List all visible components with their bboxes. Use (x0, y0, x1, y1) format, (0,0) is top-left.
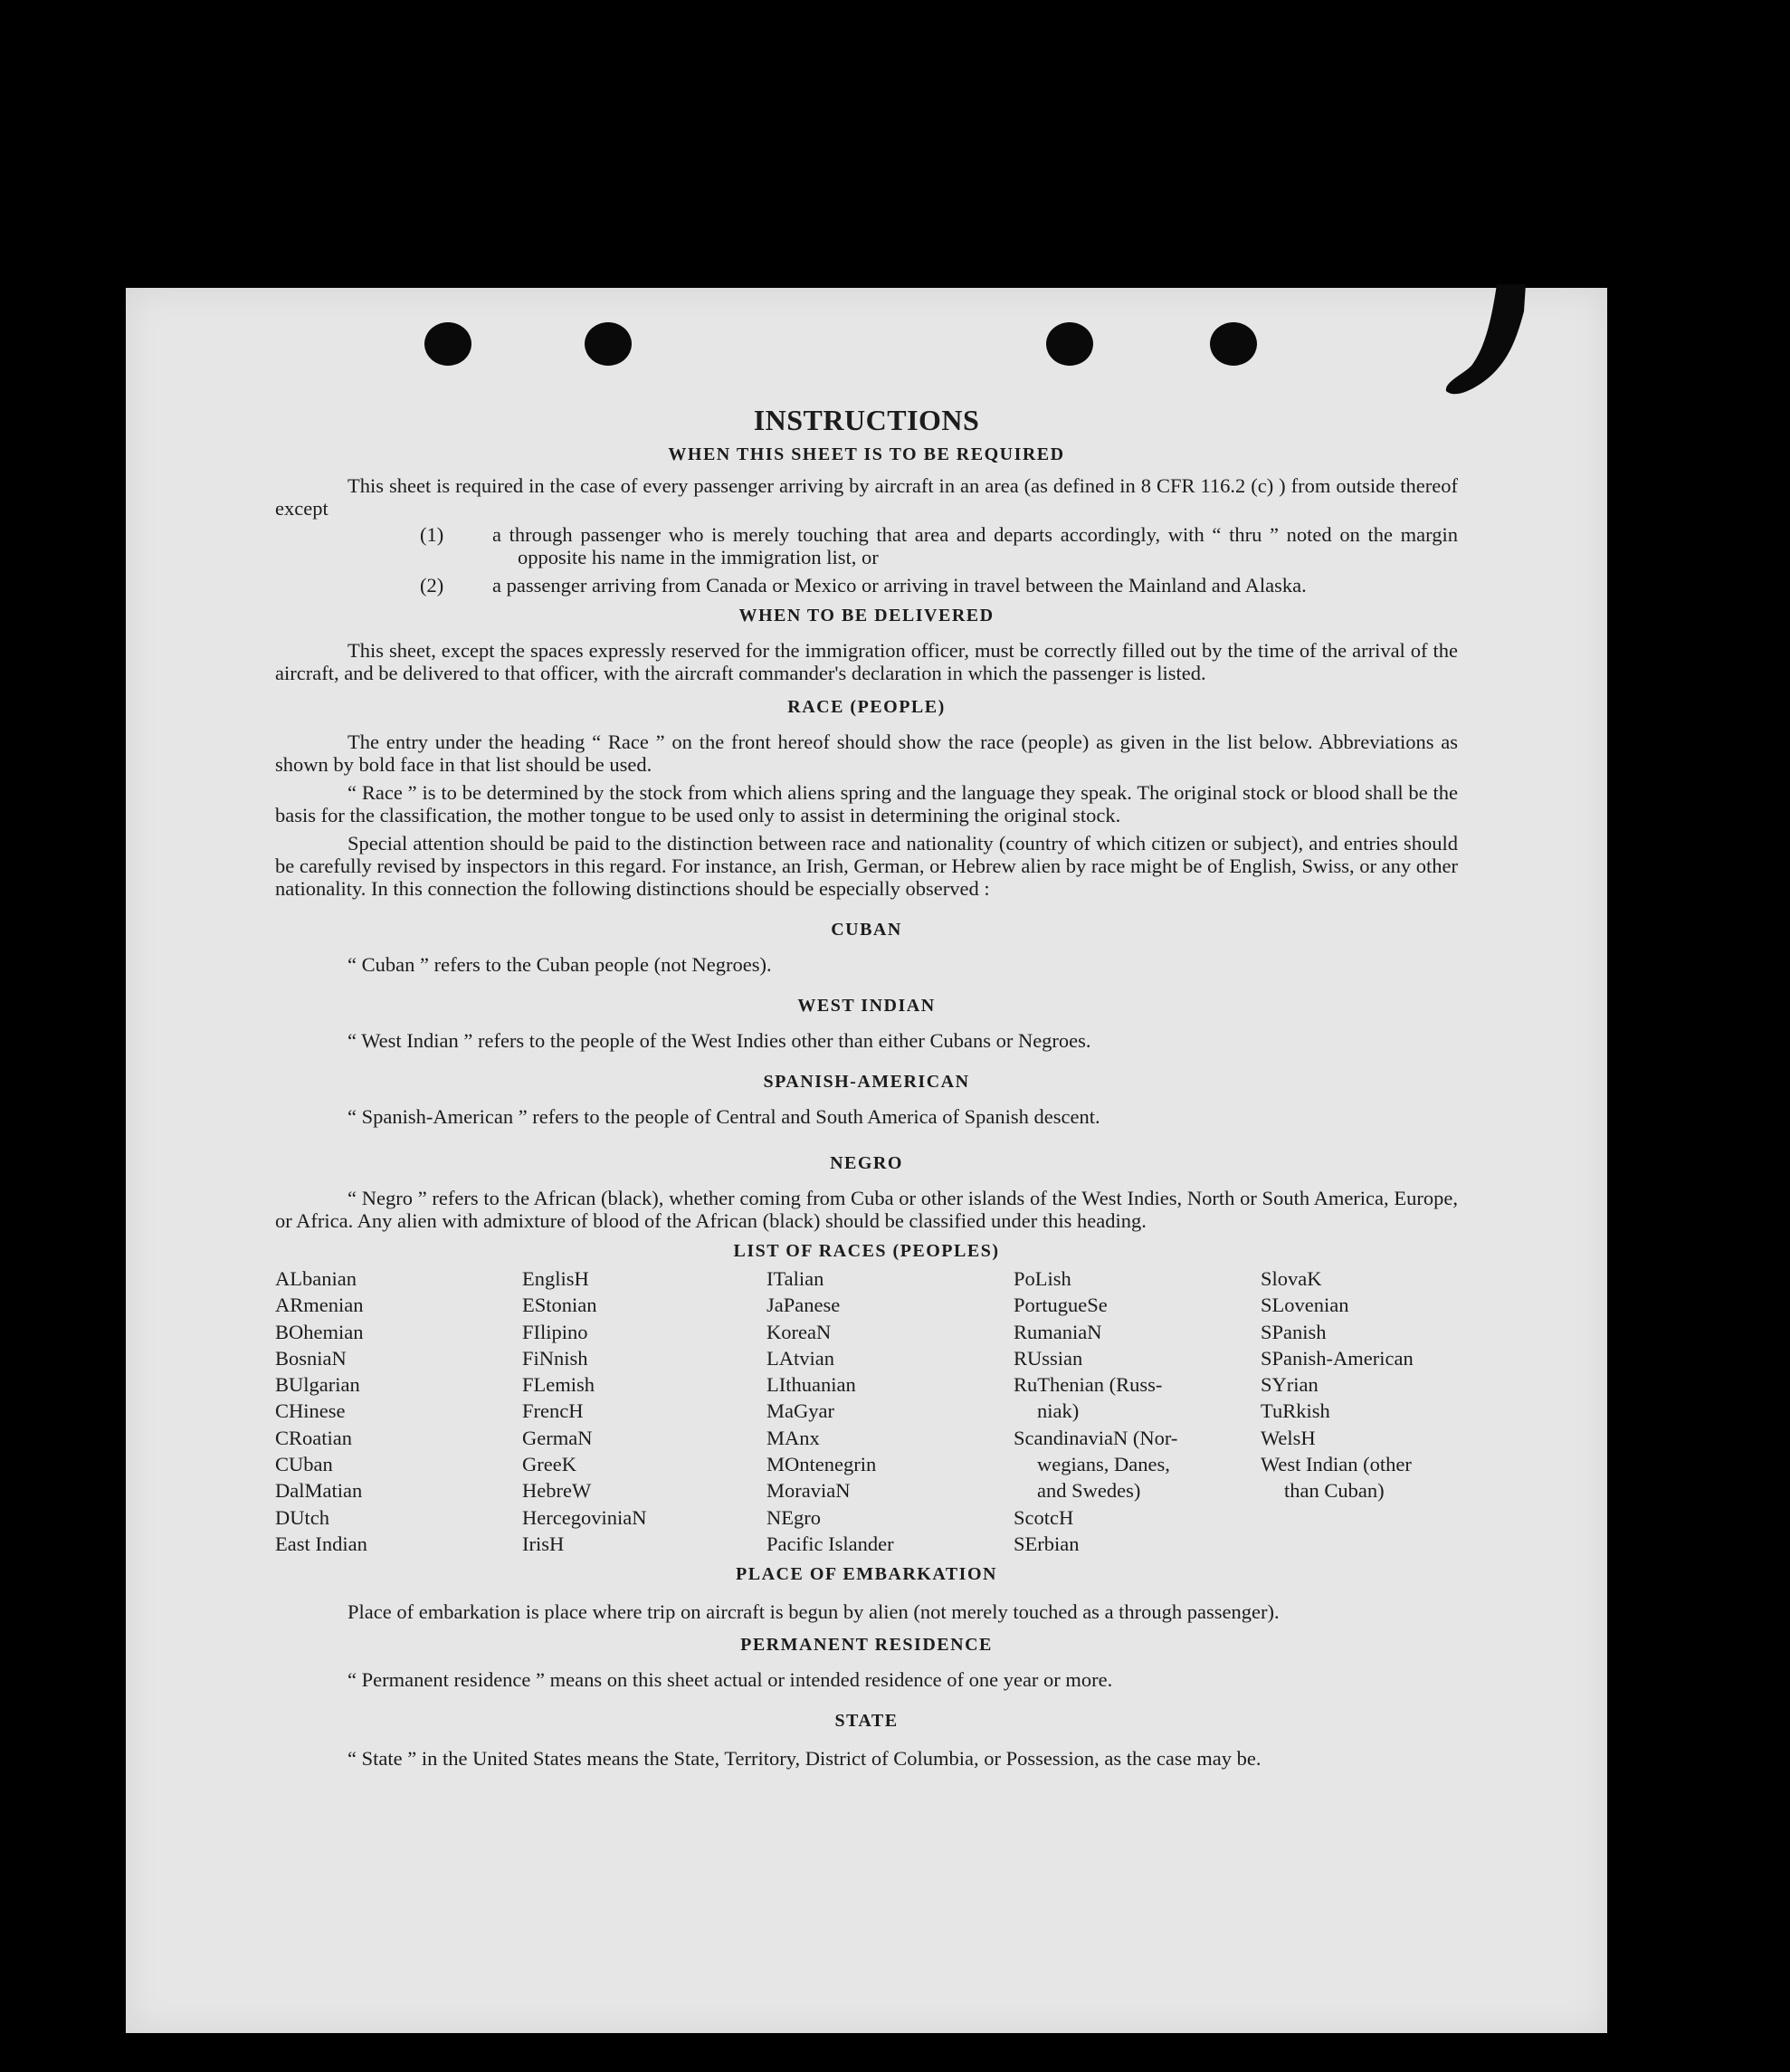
race-entry: CUban (275, 1453, 333, 1476)
paragraph: “ Negro ” refers to the African (black), whether coming from Cuba or other islands of the West Indies, North or South America, Europe, or Africa. Any alien with admixture of blood of the African (black) should be classified under this heading. (275, 1187, 1458, 1232)
races-table (275, 1265, 1458, 1557)
document-title: INSTRUCTIONS (753, 404, 980, 436)
race-entry: MOntenegrin (766, 1453, 877, 1476)
race-entry: ALbanian (275, 1267, 357, 1290)
race-entry: RUssian (1014, 1346, 1083, 1370)
document-content (275, 404, 1458, 1772)
paragraph: This sheet is required in the case of every passenger arriving by aircraft in an area (as defined in 8 CFR 116.2 (c) ) from outside thereof except (275, 474, 1458, 520)
paragraph: The entry under the heading “ Race ” on the front hereof should show the race (people) as given in the list below. Abbreviations as shown by bold face in that list should be used. (275, 730, 1458, 776)
race-entry: IrisH (522, 1532, 565, 1555)
race-entry: BOhemian (275, 1320, 364, 1343)
document-sheet (126, 288, 1607, 2033)
race-entry: JaPanese (766, 1294, 841, 1317)
race-entry: East Indian (275, 1532, 367, 1555)
race-entry: GermaN (522, 1426, 593, 1449)
race-entry-continuation: wegians, Danes, (1037, 1453, 1170, 1476)
race-entry: GreeK (522, 1453, 576, 1476)
race-entry: MaGyar (766, 1399, 834, 1423)
section-heading: CUBAN (831, 920, 902, 940)
race-entry: CRoatian (275, 1426, 352, 1449)
section-heading: SPANISH-AMERICAN (763, 1072, 970, 1092)
section-heading: WEST INDIAN (797, 996, 936, 1016)
list-item (275, 523, 1458, 568)
section-heading: NEGRO (830, 1153, 903, 1173)
race-entry: CHinese (275, 1399, 346, 1423)
section-heading: WHEN TO BE DELIVERED (738, 606, 995, 625)
section-heading: RACE (PEOPLE) (787, 697, 946, 717)
race-entry: BUlgarian (275, 1373, 360, 1397)
race-entry: SlovaK (1261, 1267, 1322, 1290)
races-column (275, 1265, 522, 1557)
races-column (766, 1265, 1014, 1557)
race-entry: RuThenian (Russ- (1014, 1373, 1163, 1397)
paragraph: This sheet, except the spaces expressly reserved for the immigration officer, must be correctly filled out by the time of the arrival of the aircraft, and be delivered to that officer, with the aircraft commander's declaration in which the passenger is listed. (275, 639, 1458, 684)
list-item (275, 574, 1458, 597)
race-entry: EnglisH (522, 1267, 589, 1290)
section-heading: STATE (834, 1711, 899, 1732)
section-heading: PLACE OF EMBARKATION (736, 1564, 997, 1585)
race-entry-continuation: and Swedes) (1037, 1479, 1141, 1503)
race-entry: SPanish (1261, 1320, 1327, 1343)
item-text: a through passenger who is merely touching that area and departs accordingly, with “ thru ” noted on the margin opposite his name in the immigration list, or (492, 523, 1458, 568)
races-column (1261, 1265, 1460, 1557)
section-heading: WHEN THIS SHEET IS TO BE REQUIRED (668, 444, 1065, 464)
race-entry: ScandinaviaN (Nor- (1014, 1426, 1178, 1449)
paragraph: Special attention should be paid to the distinction between race and nationality (country of which citizen or subject), and entries should be carefully revised by inspectors in this regard. For instance, an Irish, German, or Hebrew alien by race might be of English, Swiss, or any other nationality. In this connection the following distinctions should be especially observed : (275, 832, 1458, 900)
races-column (1014, 1265, 1261, 1557)
race-entry: West Indian (other (1261, 1453, 1412, 1476)
race-entry: SYrian (1261, 1373, 1319, 1397)
punch-hole (585, 322, 632, 366)
races-heading: LIST OF RACES (PEOPLES) (733, 1241, 1000, 1261)
race-entry: EStonian (522, 1294, 597, 1317)
race-entry: SErbian (1014, 1532, 1080, 1555)
race-entry: WelsH (1261, 1426, 1316, 1449)
race-entry: LIthuanian (766, 1373, 856, 1397)
paragraph: “ Spanish-American ” refers to the people of Central and South America of Spanish descent. (348, 1105, 1100, 1128)
paragraph: “ Permanent residence ” means on this sheet actual or intended residence of one year or more. (348, 1668, 1113, 1692)
race-entry: BosniaN (275, 1346, 347, 1370)
race-entry: RumaniaN (1014, 1320, 1102, 1343)
race-entry: HebreW (522, 1479, 592, 1503)
race-entry: TuRkish (1261, 1399, 1330, 1423)
race-entry: SPanish-American (1261, 1346, 1414, 1370)
item-text: a passenger arriving from Canada or Mexico or arriving in travel between the Mainland and Alaska. (492, 574, 1307, 597)
race-entry: DUtch (275, 1505, 329, 1529)
race-entry-continuation: niak) (1037, 1399, 1080, 1423)
race-entry: ARmenian (275, 1294, 364, 1317)
paragraph: “ Race ” is to be determined by the stock from which aliens spring and the language they speak. The original stock or blood shall be the basis for the classification, the mother tongue to be used only to assist in determining the original stock. (275, 781, 1458, 826)
race-entry: ITalian (766, 1267, 824, 1290)
paragraph: “ State ” in the United States means the State, Territory, District of Columbia, or Possession, as the case may be. (348, 1747, 1262, 1771)
race-entry: MoraviaN (766, 1479, 851, 1503)
race-entry: FLemish (522, 1373, 595, 1397)
race-entry: PortugueSe (1014, 1294, 1108, 1317)
paragraph: “ Cuban ” refers to the Cuban people (not Negroes). (348, 953, 772, 976)
race-entry: KoreaN (766, 1320, 832, 1343)
race-entry-continuation: than Cuban) (1284, 1479, 1385, 1503)
race-entry: LAtvian (766, 1346, 834, 1370)
punch-hole (424, 322, 471, 366)
section-heading: PERMANENT RESIDENCE (740, 1635, 993, 1656)
item-number: (1) (420, 523, 444, 546)
races-column (522, 1265, 766, 1557)
race-entry: MAnx (766, 1426, 820, 1449)
paragraph: Place of embarkation is place where trip on aircraft is begun by alien (not merely touched as a through passenger). (348, 1600, 1280, 1624)
race-entry: DalMatian (275, 1479, 363, 1503)
race-entry: FiNnish (522, 1346, 588, 1370)
race-entry: ScotcH (1014, 1505, 1074, 1529)
race-entry: HercegoviniaN (522, 1505, 647, 1529)
race-entry: Pacific Islander (766, 1532, 894, 1555)
punch-hole (1046, 322, 1093, 366)
race-entry: FrencH (522, 1399, 584, 1423)
race-entry: NEgro (766, 1505, 821, 1529)
punch-hole (1210, 322, 1257, 366)
race-entry: SLovenian (1261, 1294, 1349, 1317)
ink-blot (1444, 284, 1526, 411)
race-entry: PoLish (1014, 1267, 1071, 1290)
paragraph: “ West Indian ” refers to the people of the West Indies other than either Cubans or Negroes. (348, 1029, 1091, 1052)
item-number: (2) (420, 574, 444, 597)
race-entry: FIlipino (522, 1320, 588, 1343)
